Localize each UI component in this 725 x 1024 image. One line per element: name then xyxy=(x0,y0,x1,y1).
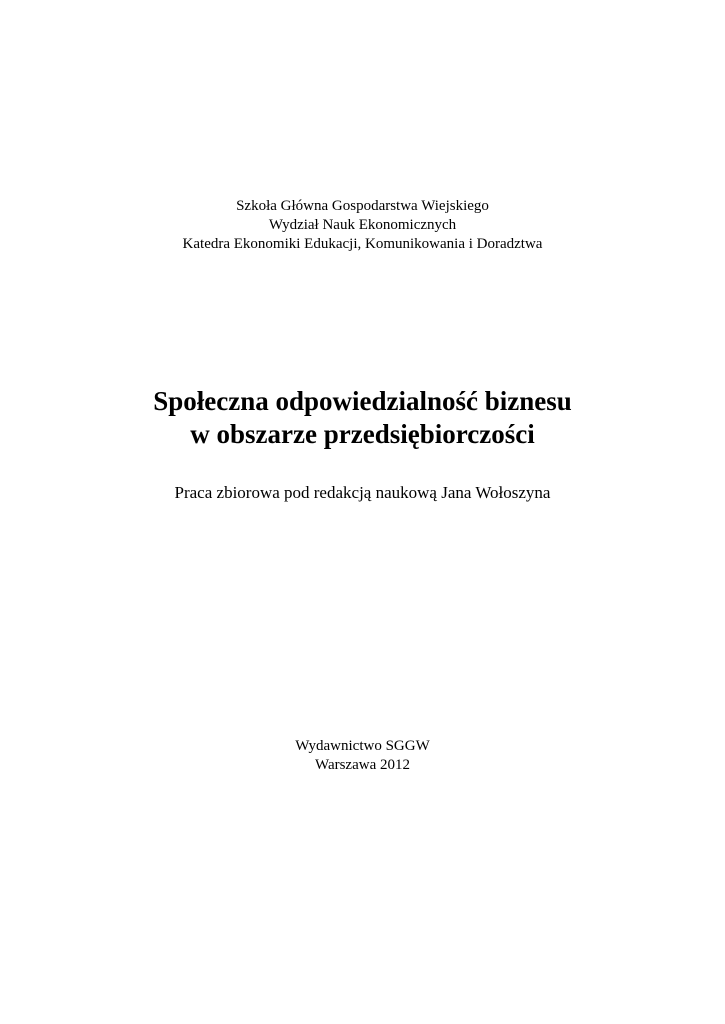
book-title xyxy=(0,385,725,451)
institution-header xyxy=(0,197,725,254)
book-title-line-2: w obszarze przedsiębiorczości xyxy=(190,419,535,449)
faculty-name: Wydział Nauk Ekonomicznych xyxy=(268,217,457,233)
book-title-line-1: Społeczna odpowiedzialność biznesu xyxy=(153,386,572,416)
publisher-name: Wydawnictwo SGGW xyxy=(295,738,430,754)
publisher-info xyxy=(0,737,725,775)
university-name: Szkoła Główna Gospodarstwa Wiejskiego xyxy=(236,198,489,214)
editor-note: Praca zbiorowa pod redakcją naukową Jana Wołoszyna xyxy=(174,483,551,502)
publication-place-year: Warszawa 2012 xyxy=(314,757,410,773)
department-name: Katedra Ekonomiki Edukacji, Komunikowania i Doradztwa xyxy=(182,236,543,252)
